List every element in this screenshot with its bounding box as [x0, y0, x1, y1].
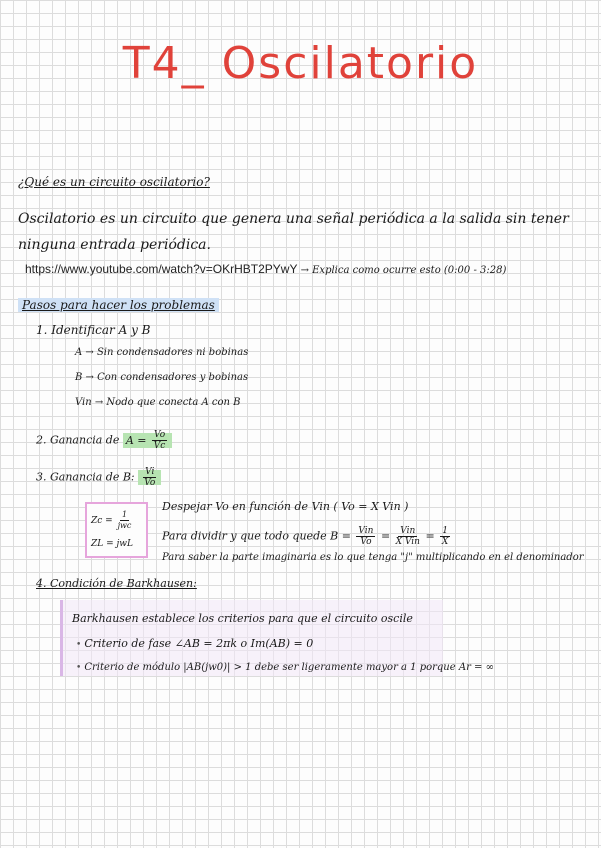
note-frac2-den: X Vin — [395, 537, 420, 547]
note-frac1-num: Vin — [358, 526, 374, 536]
video-link[interactable]: https://www.youtube.com/watch?v=OKrHBT2PYwY — [25, 262, 298, 276]
step1-item-b: B → Con condensadores y bobinas — [75, 372, 249, 383]
note-eq2: = — [425, 529, 435, 543]
step3-formula — [138, 467, 161, 488]
step2-prefix: A = — [125, 433, 147, 447]
step1-item-a: A → Sin condensadores ni bobinas — [75, 347, 249, 358]
bullet-icon: • — [76, 640, 82, 650]
impedance-box — [85, 502, 148, 558]
step2-line — [36, 430, 172, 451]
step1-item-vin: Vin → Nodo que conecta A con B — [75, 397, 241, 408]
barkhausen-criterio-modulo — [76, 662, 494, 673]
video-note: → Explica como ocurre esto (0:00 - 3:28) — [300, 265, 507, 276]
definition-text: Oscilatorio es un circuito que genera una señal periódica a la salida sin tener ninguna entrada periódica. — [18, 211, 569, 253]
bullet-icon: • — [76, 663, 82, 673]
criterio-fase-text: Criterio de fase ∠AB = 2πk o Im(AB) = 0 — [84, 637, 314, 650]
step3-den: Vo — [144, 478, 156, 488]
note-frac1 — [356, 526, 375, 547]
barkhausen-intro: Barkhausen establece los criterios para que el circuito oscile — [72, 612, 413, 625]
steps-heading-text: Pasos para hacer los problemas — [18, 298, 219, 312]
page-title: T4_ Oscilatorio — [122, 38, 479, 89]
step2-label: 2. Ganancia de — [36, 433, 120, 447]
step3-fraction — [143, 467, 156, 488]
zc-den: jwc — [117, 521, 132, 530]
steps-heading — [18, 298, 219, 312]
note-imaginaria: Para saber la parte imaginaria es lo que tenga "j" multiplicando en el denominador — [162, 552, 584, 563]
note-frac2 — [396, 526, 420, 547]
note-frac3-den: X — [441, 537, 449, 547]
note-dividir — [162, 526, 452, 547]
zc-num: 1 — [121, 510, 128, 519]
zc-left: Zc = — [91, 516, 113, 526]
note-eq: = — [380, 529, 391, 543]
zl-formula: ZL = jwL — [91, 539, 133, 549]
step2-num: Vo — [154, 430, 166, 440]
step3-num: Vi — [145, 467, 155, 477]
step2-fraction — [152, 430, 167, 451]
barkhausen-criterio-fase — [76, 637, 313, 650]
note-frac3-num: 1 — [442, 526, 448, 536]
zc-fraction — [118, 510, 132, 531]
step2-den: Vc — [153, 441, 166, 451]
note-frac3 — [440, 526, 450, 547]
step2-formula — [123, 430, 172, 451]
step3-label: 3. Ganancia de B: — [36, 470, 135, 484]
step3-line — [36, 467, 161, 488]
note-frac1-den: Vo — [360, 537, 372, 547]
note-despejar: Despejar Vo en función de Vin ( Vo = X Vin ) — [162, 500, 409, 513]
note-dividir-prefix: Para dividir y que todo quede B = — [162, 529, 351, 543]
video-line — [25, 262, 506, 276]
step1-label: 1. Identificar A y B — [36, 323, 151, 337]
zc-formula — [91, 510, 142, 531]
question-heading: ¿Qué es un circuito oscilatorio? — [18, 175, 210, 189]
criterio-modulo-text: Criterio de módulo |AB(jw0)| > 1 debe ser ligeramente mayor a 1 porque Ar = ∞ — [84, 662, 494, 673]
step4-label: 4. Condición de Barkhausen: — [36, 577, 197, 590]
barkhausen-bar — [60, 600, 63, 676]
note-frac2-num: Vin — [400, 526, 416, 536]
